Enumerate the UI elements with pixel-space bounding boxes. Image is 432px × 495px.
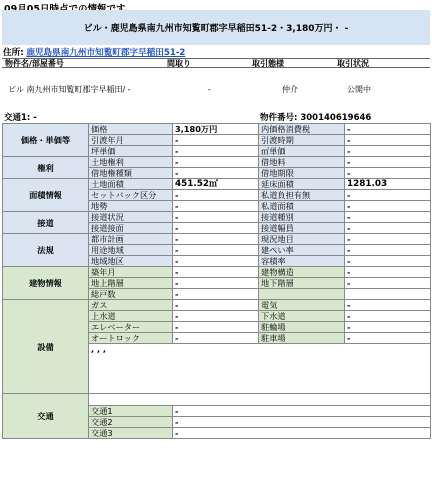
summary-transaction: 仲介 <box>282 85 298 94</box>
field-value: - <box>345 212 431 223</box>
field-value: - <box>173 135 259 146</box>
field-label: 借地期限 <box>259 168 345 179</box>
table-row <box>3 179 431 190</box>
col-header-layout: 間取り <box>167 59 191 68</box>
table-row <box>3 300 431 311</box>
field-label: 容積率 <box>259 256 345 267</box>
field-value: - <box>345 300 431 311</box>
summary-row[interactable] <box>2 70 430 110</box>
field-label: 内価格消費税 <box>259 124 345 135</box>
field-value: - <box>173 223 259 234</box>
field-label: ガス <box>89 300 173 311</box>
field-label: 築年月 <box>89 267 173 278</box>
field-value: - <box>345 146 431 157</box>
address-link[interactable]: 鹿児島県南九州市知覧町郡字早稲田51-2 <box>26 48 186 58</box>
field-value: 451.52㎡ <box>173 179 259 190</box>
summary-header <box>2 58 430 68</box>
table-row <box>3 234 431 245</box>
field-value: - <box>345 311 431 322</box>
field-value: - <box>173 311 259 322</box>
field-label: 価格 <box>89 124 173 135</box>
field-label: 引渡時期 <box>259 135 345 146</box>
field-value: - <box>173 300 259 311</box>
field-label: 私道負担有無 <box>259 190 345 201</box>
summary-layout: - <box>208 85 211 94</box>
property-number: 物件番号: 300140619646 <box>260 113 372 123</box>
field-value: 1281.03 <box>345 179 431 190</box>
address-line <box>3 46 185 58</box>
field-value <box>345 289 431 300</box>
field-value: - <box>345 256 431 267</box>
field-label: 土地面積 <box>89 179 173 190</box>
field-label: 都市計画 <box>89 234 173 245</box>
section-label: 価格・単価等 <box>3 124 89 157</box>
field-label: 接道接面 <box>89 223 173 234</box>
field-label: 交通1 <box>89 406 173 417</box>
field-value: - <box>173 157 259 168</box>
field-label: 延床面積 <box>259 179 345 190</box>
field-value: 3,180万円 <box>173 124 259 135</box>
field-label <box>259 289 345 300</box>
field-value: - <box>345 135 431 146</box>
field-value: - <box>173 278 259 289</box>
field-value: - <box>173 256 259 267</box>
meta-line <box>2 111 430 123</box>
field-label: 上水道 <box>89 311 173 322</box>
field-label: オートロック <box>89 333 173 344</box>
col-header-status: 取引状況 <box>337 59 369 68</box>
field-value: - <box>345 234 431 245</box>
field-label: 接道種別 <box>259 212 345 223</box>
address-label: 住所: <box>3 48 24 58</box>
field-value: - <box>345 201 431 212</box>
field-label: 現況地目 <box>259 234 345 245</box>
field-label: 地上階層 <box>89 278 173 289</box>
equipment-notes: , , , <box>89 344 431 394</box>
field-label: 地域地区 <box>89 256 173 267</box>
field-label: 駐輪場 <box>259 322 345 333</box>
field-label: 接道状況 <box>89 212 173 223</box>
table-row <box>3 124 431 135</box>
field-value: - <box>173 212 259 223</box>
field-value: - <box>345 267 431 278</box>
field-label: 地勢 <box>89 201 173 212</box>
field-value: - <box>345 322 431 333</box>
field-value: - <box>173 201 259 212</box>
section-label: 接道 <box>3 212 89 234</box>
field-label: 地下階層 <box>259 278 345 289</box>
field-value: - <box>173 428 431 439</box>
field-label: 駐車場 <box>259 333 345 344</box>
section-label: 法規 <box>3 234 89 267</box>
traffic-summary: 交通1: - <box>4 113 37 123</box>
field-label: 建物構造 <box>259 267 345 278</box>
field-value: - <box>345 245 431 256</box>
spacer-row <box>89 394 431 406</box>
field-value: - <box>173 322 259 333</box>
field-label: エレベーター <box>89 322 173 333</box>
field-label: 接道幅員 <box>259 223 345 234</box>
field-value: - <box>173 333 259 344</box>
table-row <box>3 394 431 406</box>
field-label: セットバック区分 <box>89 190 173 201</box>
field-value: - <box>345 124 431 135</box>
field-value: - <box>345 190 431 201</box>
section-label: 設備 <box>3 300 89 394</box>
field-value: - <box>173 267 259 278</box>
summary-name: ビル 南九州市知覧町郡字早稲田/ - <box>8 85 131 94</box>
field-label: 交通2 <box>89 417 173 428</box>
field-value: - <box>173 190 259 201</box>
col-header-name: 物件名/部屋番号 <box>5 59 64 68</box>
field-value: - <box>173 234 259 245</box>
field-value: - <box>345 333 431 344</box>
field-label: 電気 <box>259 300 345 311</box>
spec-table <box>2 123 431 439</box>
section-label: 面積情報 <box>3 179 89 212</box>
field-label: 交通3 <box>89 428 173 439</box>
table-row <box>3 212 431 223</box>
section-label: 権利 <box>3 157 89 179</box>
field-value: - <box>345 168 431 179</box>
field-value: - <box>345 278 431 289</box>
field-value: - <box>173 406 431 417</box>
table-row <box>3 267 431 278</box>
field-value: - <box>173 245 259 256</box>
summary-status: 公開中 <box>347 85 371 94</box>
field-value: - <box>173 146 259 157</box>
listing-title: ビル・鹿児島県南九州市知覧町郡字早稲田51-2・3,180万円・ - <box>2 10 430 45</box>
field-label: 用途地域 <box>89 245 173 256</box>
field-label: 坪単価 <box>89 146 173 157</box>
field-label: 総戸数 <box>89 289 173 300</box>
field-label: ㎡単価 <box>259 146 345 157</box>
field-value: - <box>173 289 259 300</box>
field-value: - <box>345 223 431 234</box>
field-label: 下水道 <box>259 311 345 322</box>
field-label: 土地権利 <box>89 157 173 168</box>
field-label: 私道面積 <box>259 201 345 212</box>
field-label: 借地料 <box>259 157 345 168</box>
section-label: 建物情報 <box>3 267 89 300</box>
field-label: 借地権種類 <box>89 168 173 179</box>
field-value: - <box>173 417 431 428</box>
field-value: - <box>345 157 431 168</box>
field-label: 建ぺい率 <box>259 245 345 256</box>
section-label: 交通 <box>3 394 89 439</box>
field-label: 引渡年月 <box>89 135 173 146</box>
field-value: - <box>173 168 259 179</box>
col-header-transaction: 取引態様 <box>252 59 284 68</box>
table-row <box>3 157 431 168</box>
